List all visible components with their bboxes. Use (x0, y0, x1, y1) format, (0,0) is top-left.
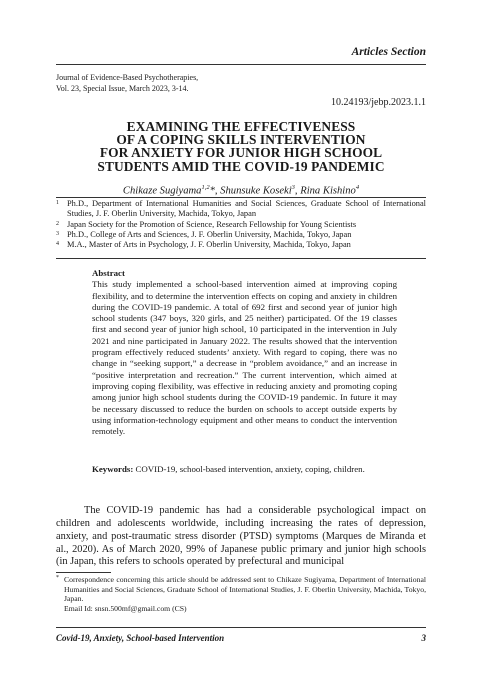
header-rule (56, 64, 426, 65)
affiliation-rule (56, 258, 426, 259)
affiliation-list (56, 199, 426, 250)
affiliation-text: Ph.D., College of Arts and Sciences, J. F. Oberlin University, Machida, Tokyo, Japan (67, 229, 352, 239)
journal-line: Journal of Evidence-Based Psychotherapies, (56, 73, 199, 82)
abstract-text: This study implemented a school-based intervention aimed at improving coping flexibility, and to determine the intervention effects on coping and anxiety in children during the COVID-19 pandemic. A total of 692 first and second year of junior high school students (347 boys, 320 girls, and 25 neither) participated. Of the 19 classes first and second year of junior high school, 10 participated in the intervention in July 2021 and nine participated in January 2022. The results showed that the intervention program effectively reduced students’ anxiety. With regard to coping, there was no change in “seeking support,” a decrease in “problem avoidance,” and an increase in “positive interpretation and recreation.” The current intervention, which aimed at improving coping flexibility, was effective in reducing anxiety and promoting coping among junior high school students during the COVID-19 pandemic. In future it may be necessary discussed to reduce the burden on schools to accept outside experts by using information-technology equipment and other means to conduct the intervention remotely. (92, 279, 397, 437)
doi: 10.24193/jebp.2023.1.1 (331, 97, 426, 108)
footnote-marker: * (56, 575, 59, 581)
author-affil-ref: 4 (355, 184, 360, 191)
corresponding-mark: *, (209, 185, 221, 197)
author-affil-ref: 3 (291, 184, 295, 191)
author-rule (56, 197, 426, 198)
affiliation-item (56, 240, 426, 250)
running-title: Covid-19, Anxiety, School-based Intervention (56, 633, 225, 643)
footnote-rule (56, 572, 111, 573)
footnote-text: Correspondence concerning this article should be addressed sent to Chikaze Sugiyama, Department of International Humanities and Social Sciences, Graduate School of International Studies, J. F. Oberlin University, Machida, Tokyo, Japan. (64, 575, 426, 603)
footnote-email: Email Id: snsn.500mf@gmail.com (CS) (64, 603, 187, 613)
keywords (92, 464, 397, 474)
affiliation-number: 3 (56, 230, 59, 237)
title-line: EXAMINING THE EFFECTIVENESS (126, 119, 356, 134)
affiliation-number: 1 (56, 200, 59, 206)
affiliation-number: 4 (56, 241, 59, 248)
keywords-label: Keywords: (92, 464, 134, 474)
author-list (56, 184, 426, 197)
abstract-heading: Abstract (92, 268, 125, 278)
article-title (56, 120, 426, 173)
keywords-text: COVID-19, school-based intervention, anxiety, coping, children. (133, 464, 365, 474)
title-line: FOR ANXIETY FOR JUNIOR HIGH SCHOOL (99, 145, 383, 161)
affiliation-text: Ph.D., Department of International Humanities and Social Sciences, Graduate School of International Studies, J. F. Oberlin University, Machida, Tokyo, Japan (67, 199, 426, 219)
body-paragraph: The COVID-19 pandemic has had a considerable psychological impact on children and adolescents worldwide, including increasing the rates of depression, anxiety, and post-traumatic stress disorder (PTSD) symptoms (Marques de Miranda et al., 2020). As of March 2020, 99% of Japanese public primary and junior high schools (in Japan, this refers to schools operated by prefectural and municipal (56, 505, 426, 568)
affiliation-item (56, 220, 426, 230)
author-separator: , (294, 185, 301, 197)
author-name: Rina Kishino (300, 185, 356, 197)
title-line: OF A COPING SKILLS INTERVENTION (116, 132, 366, 148)
title-line: STUDENTS AMID THE COVID-19 PANDEMIC (97, 158, 385, 174)
affiliation-text: Japan Society for the Promotion of Science, Research Fellowship for Young Scientists (67, 219, 357, 229)
affiliation-item (56, 230, 426, 240)
affiliation-number: 2 (56, 220, 59, 227)
author-name: Chikaze Sugiyama (122, 185, 202, 197)
author-affil-ref: 1,2 (201, 184, 210, 191)
footnote (56, 575, 426, 613)
footer-rule (56, 627, 426, 628)
abstract (92, 268, 397, 437)
affiliation-text: M.A., Master of Arts in Psychology, J. F. Oberlin University, Machida, Tokyo, Japan (67, 240, 351, 250)
journal-citation (56, 72, 198, 94)
journal-line: Vol. 23, Special Issue, March 2023, 3-14. (56, 84, 189, 93)
author-name: Shunsuke Koseki (220, 185, 292, 197)
page-number: 3 (421, 633, 426, 643)
section-label: Articles Section (351, 46, 426, 58)
footnote-correspondence (56, 575, 426, 604)
affiliation-item (56, 199, 426, 220)
